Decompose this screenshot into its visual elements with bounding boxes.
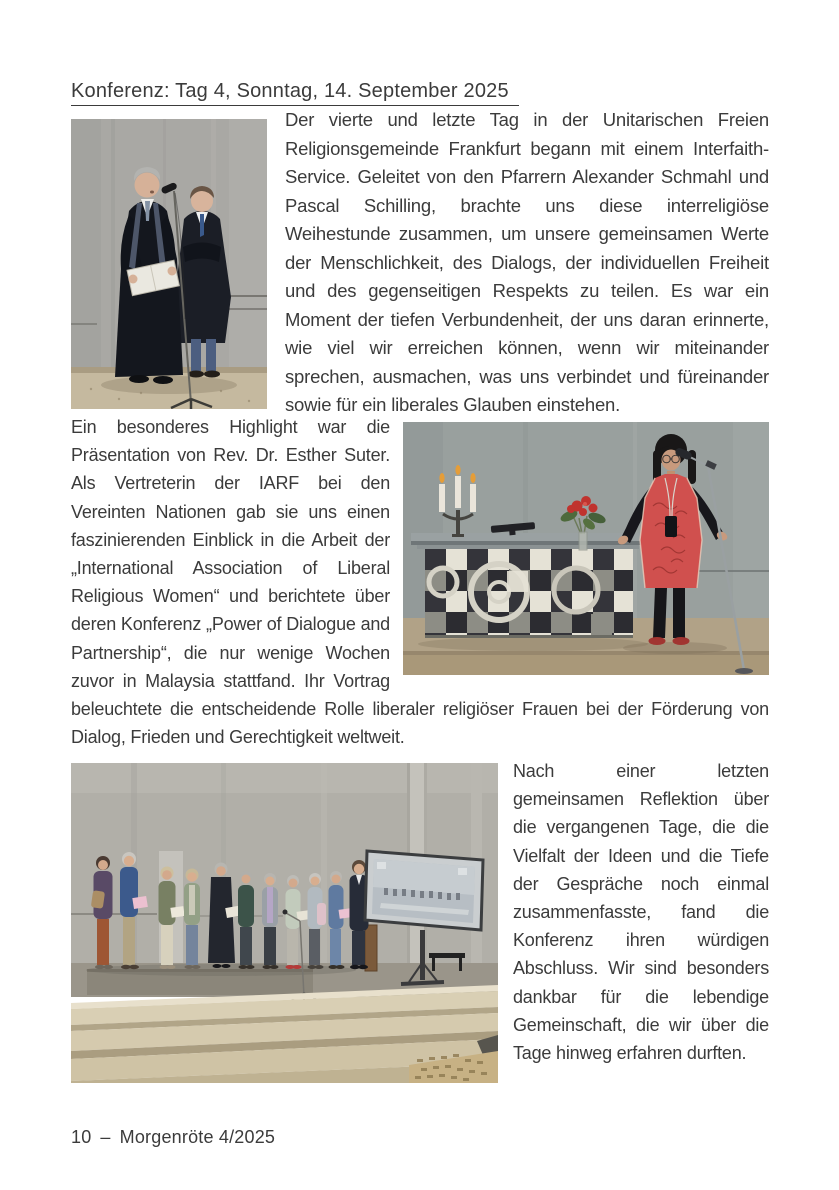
page-number: 10 — [71, 1127, 92, 1147]
esther-suter-section — [71, 413, 769, 751]
paragraph-interfaith-service: Der vierte und letzte Tag in der Unitarischen Freien Religionsgemeinde Frankfurt begann mit einem Interfaith-Service. Geleitet von den Pfarrern Alexander Schmahl und Pascal Schilling, brachte uns diese interreligiöse Weihestunde zusammen, um unsere gemeinsamen Werte der Menschlichkeit, des Dialogs, der individuellen Freiheit und des gegenseitigen Respekts zu teilen. Es war ein Moment der tiefen Verbundenheit, der uns daran erinnerte, wie viel wir erreichen können, wenn wir miteinander sprechen, ausmachen, was uns verbindet und füreinander sowie für ein liberales Glauben einstehen. — [285, 109, 769, 415]
magazine-issue: Morgenröte 4/2025 — [119, 1127, 276, 1147]
microphone-icon — [283, 910, 288, 915]
interfaith-service-photo — [71, 119, 267, 409]
paragraph-closing: Nach einer letzten gemeinsamen Reflektion über die vergangenen Tage, die die Vielfalt der Ideen und die Tiefe der Gespräche noch einmal zusammenfasste, fand die Konferenz ihren würdigen Abschluss. Wir sind besonders dankbar für die lebendige Gemeinschaft, die wir über die Tage hinweg erfahren durften. — [513, 761, 769, 1064]
esther-suter-presentation-photo — [403, 422, 769, 675]
wooden-speaker — [365, 925, 377, 971]
page-footer — [71, 1127, 275, 1148]
paragraph-esther-suter: Ein besonderes Highlight war die Präsentation von Rev. Dr. Esther Suter. Als Vertreterin der IARF bei den Vereinten Nationen gab sie uns einen faszinierenden Einblick in die Arbeit der „International Association of Liberal Religious Women“ und berichtete über deren Konferenz „Power of Dialogue and Partnership“, die nur wenige Wochen zuvor in Malaysia stattfand. Ihr Vortrag beleuchtete die entscheidende Rolle liberaler religiöser Frauen bei der Förderung von Dialog, Frieden und Gerechtigkeit weltweit. — [71, 417, 769, 748]
section-heading-text: Konferenz: Tag 4, Sonntag, 14. September 2025 — [71, 80, 519, 106]
section-heading — [71, 80, 519, 103]
closing-ceremony-photo — [71, 763, 498, 1083]
footer-separator: – — [100, 1127, 111, 1147]
stone-steps — [71, 985, 498, 1083]
mosaic-altar — [411, 522, 645, 638]
